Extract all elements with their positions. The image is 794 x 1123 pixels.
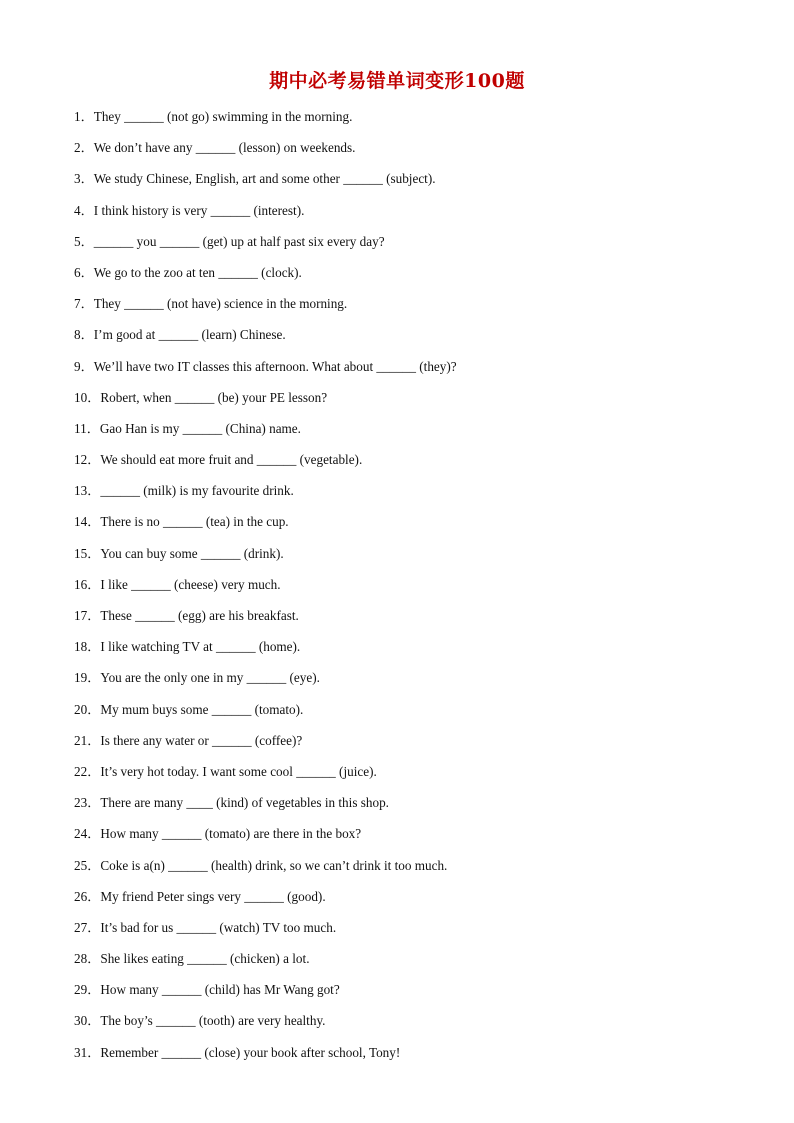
question-number: 26． xyxy=(74,888,101,904)
question-item xyxy=(74,138,754,169)
question-text: My mum buys some ______ (tomato). xyxy=(100,701,304,717)
question-number: 3． xyxy=(74,171,94,187)
question-number: 15． xyxy=(74,545,101,561)
question-number: 16． xyxy=(74,576,101,592)
question-item xyxy=(74,294,754,325)
question-number: 12． xyxy=(74,452,101,468)
question-item xyxy=(74,107,754,138)
question-item xyxy=(74,357,754,388)
question-item xyxy=(74,325,754,356)
question-list xyxy=(74,107,754,1074)
question-item xyxy=(74,263,754,294)
question-item xyxy=(74,1043,754,1074)
question-number: 10． xyxy=(74,389,101,405)
question-text: Robert, when ______ (be) your PE lesson? xyxy=(100,389,328,405)
question-text: We don’t have any ______ (lesson) on weekends. xyxy=(93,140,356,156)
question-item xyxy=(74,388,754,419)
question-item xyxy=(74,1011,754,1042)
question-number: 6． xyxy=(74,264,94,280)
question-number: 14． xyxy=(74,514,101,530)
question-item xyxy=(74,668,754,699)
question-text: The boy’s ______ (tooth) are very healthy. xyxy=(100,1013,326,1029)
question-text: We go to the zoo at ten ______ (clock). xyxy=(93,264,302,280)
question-text: You can buy some ______ (drink). xyxy=(100,545,284,561)
question-text: Remember ______ (close) your book after school, Tony! xyxy=(100,1044,401,1060)
question-number: 24． xyxy=(74,826,101,842)
question-item xyxy=(74,793,754,824)
question-number: 28． xyxy=(74,951,101,967)
question-number: 18． xyxy=(74,639,101,655)
question-item xyxy=(74,949,754,980)
question-item xyxy=(74,918,754,949)
question-item xyxy=(74,232,754,263)
question-number: 31． xyxy=(74,1044,101,1060)
question-text: There are many ____ (kind) of vegetables in this shop. xyxy=(100,795,389,811)
question-item xyxy=(74,731,754,762)
question-text: They ______ (not have) science in the morning. xyxy=(93,296,348,312)
question-item xyxy=(74,980,754,1011)
question-text: ______ you ______ (get) up at half past six every day? xyxy=(93,233,385,249)
question-number: 2． xyxy=(74,140,94,156)
question-item xyxy=(74,887,754,918)
question-item xyxy=(74,169,754,200)
question-item xyxy=(74,762,754,793)
question-item xyxy=(74,700,754,731)
question-text: How many ______ (child) has Mr Wang got? xyxy=(100,982,340,998)
question-text: There is no ______ (tea) in the cup. xyxy=(100,514,289,530)
question-text: I like watching TV at ______ (home). xyxy=(100,639,301,655)
question-text: Is there any water or ______ (coffee)? xyxy=(100,732,303,748)
question-number: 17． xyxy=(74,608,101,623)
question-item xyxy=(74,419,754,450)
question-text: They ______ (not go) swimming in the morning. xyxy=(93,109,353,124)
question-number: 25． xyxy=(74,857,101,873)
question-number: 1． xyxy=(74,109,94,124)
question-number: 7． xyxy=(74,296,94,312)
question-item xyxy=(74,450,754,481)
question-number: 9． xyxy=(74,358,94,374)
question-text: Gao Han is my ______ (China) name. xyxy=(99,420,301,436)
question-item xyxy=(74,544,754,575)
question-number: 8． xyxy=(74,327,94,343)
question-text: She likes eating ______ (chicken) a lot. xyxy=(100,951,310,967)
question-text: You are the only one in my ______ (eye). xyxy=(100,670,320,686)
question-item xyxy=(74,575,754,606)
question-number: 13． xyxy=(74,483,101,499)
question-text: I think history is very ______ (interest). xyxy=(93,202,305,218)
question-text: Coke is a(n) ______ (health) drink, so we can’t drink it too much. xyxy=(100,857,448,873)
question-text: We’ll have two IT classes this afternoon. What about ______ (they)? xyxy=(93,358,457,374)
question-text: I’m good at ______ (learn) Chinese. xyxy=(93,327,286,343)
question-item xyxy=(74,481,754,512)
question-item xyxy=(74,637,754,668)
question-item xyxy=(74,606,754,637)
question-number: 23． xyxy=(74,795,101,811)
question-number: 19． xyxy=(74,670,101,686)
question-text: We should eat more fruit and ______ (vegetable). xyxy=(100,452,363,468)
question-item xyxy=(74,512,754,543)
question-number: 21． xyxy=(74,732,101,748)
question-number: 22． xyxy=(74,763,101,779)
question-text: It’s very hot today. I want some cool ______ (juice). xyxy=(100,763,377,779)
question-text: We study Chinese, English, art and some other ______ (subject). xyxy=(93,171,436,187)
question-text: These ______ (egg) are his breakfast. xyxy=(100,608,299,623)
page-title: 期中必考易错单词变形100题 xyxy=(269,70,525,92)
question-item xyxy=(74,201,754,232)
question-number: 27． xyxy=(74,919,101,935)
question-text: My friend Peter sings very ______ (good). xyxy=(100,888,326,904)
question-number: 11． xyxy=(74,420,100,436)
question-text: It’s bad for us ______ (watch) TV too much. xyxy=(100,919,337,935)
question-text: How many ______ (tomato) are there in the box? xyxy=(100,826,362,842)
question-number: 5． xyxy=(74,233,94,249)
question-text: ______ (milk) is my favourite drink. xyxy=(100,483,294,499)
question-number: 29． xyxy=(74,982,101,998)
question-item xyxy=(74,856,754,887)
question-item xyxy=(74,824,754,855)
question-number: 30． xyxy=(74,1013,101,1029)
question-number: 20． xyxy=(74,701,101,717)
question-number: 4． xyxy=(74,202,94,218)
question-text: I like ______ (cheese) very much. xyxy=(100,576,281,592)
